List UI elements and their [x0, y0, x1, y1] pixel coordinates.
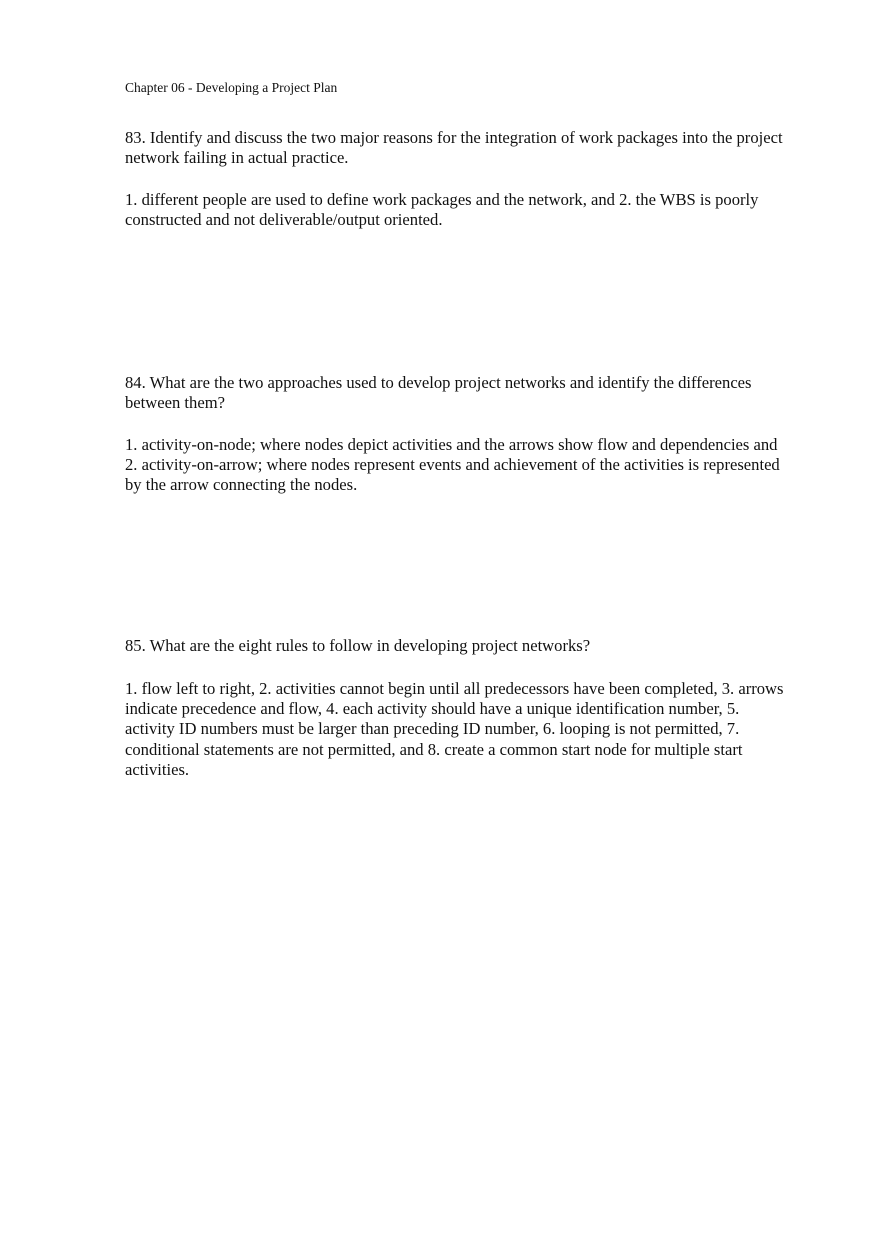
question-83: 83. Identify and discuss the two major reasons for the integration of work packages into the project network failing in actual practice.	[125, 128, 783, 168]
question-85: 85. What are the eight rules to follow in developing project networks?	[125, 636, 591, 655]
answer-85: 1. flow left to right, 2. activities cannot begin until all predecessors have been completed, 3. arrows indicate precedence and flow, 4. each activity should have a unique identification number, 5. activity ID numbers must be larger than preceding ID number, 6. looping is not permitted, 7. conditional statements are not permitted, and 8. create a common start node for multiple start activities.	[125, 679, 784, 779]
answer-83: 1. different people are used to define work packages and the network, and 2. the WBS is poorly constructed and not deliverable/output oriented.	[125, 190, 759, 230]
chapter-header: Chapter 06 - Developing a Project Plan	[125, 80, 338, 95]
answer-84: 1. activity-on-node; where nodes depict activities and the arrows show flow and dependencies and 2. activity-on-arrow; where nodes represent events and achievement of the activities is represented by the arrow connecting the nodes.	[125, 435, 780, 495]
question-84: 84. What are the two approaches used to develop project networks and identify the differences between them?	[125, 373, 752, 413]
